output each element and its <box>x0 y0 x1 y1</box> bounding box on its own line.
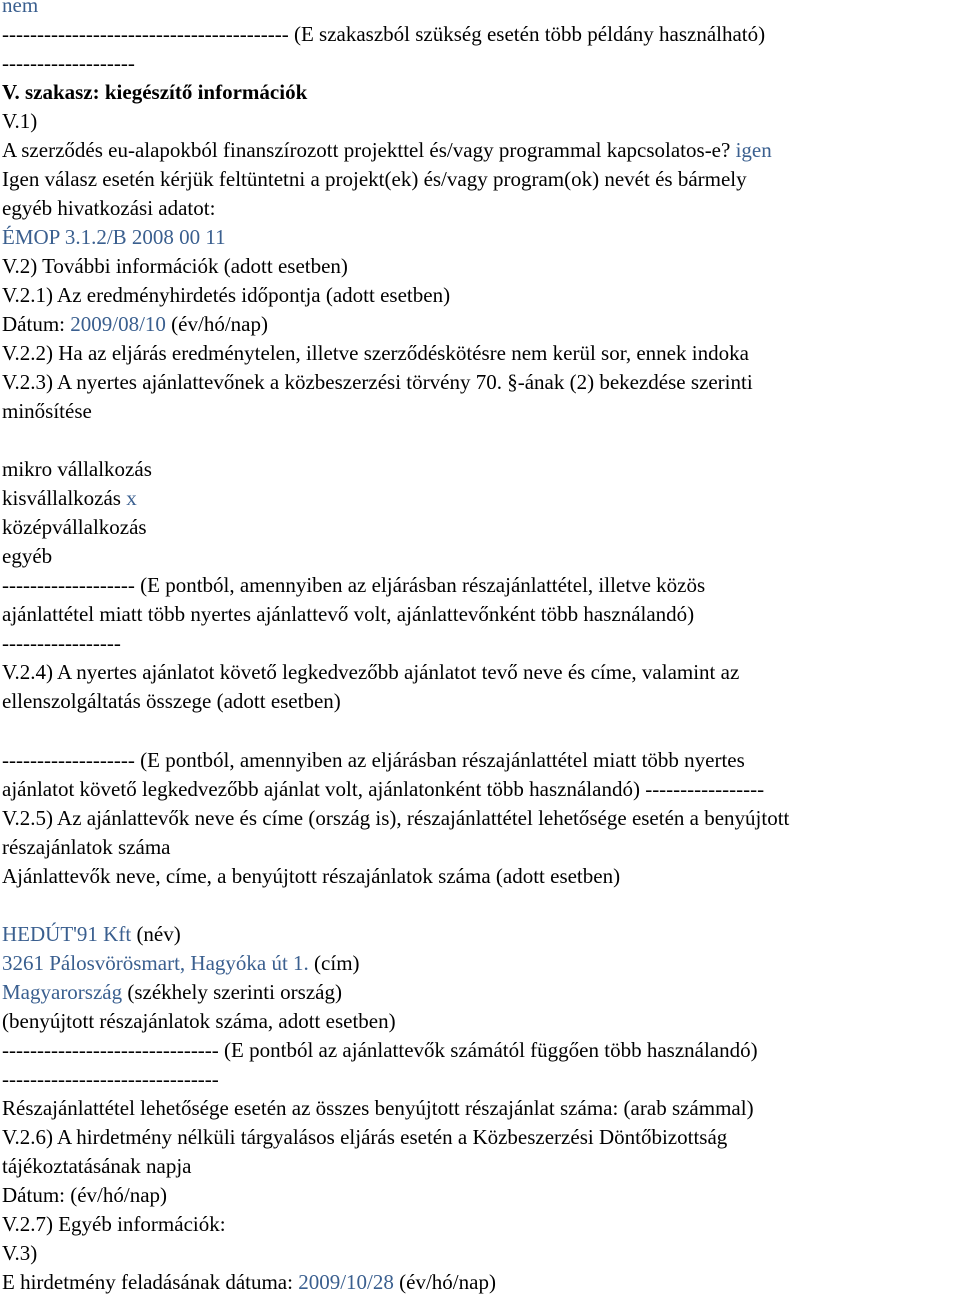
item-v22: V.2.2) Ha az eljárás eredménytelen, illetve szerződéskötésre nem kerül sor, ennek indoka <box>2 341 749 365</box>
text-line: Ajánlattevők neve, címe, a benyújtott részajánlatok száma (adott esetben) <box>2 864 621 888</box>
submission-date-line: E hirdetmény feladásának dátuma: 2009/10/28 (év/hó/nap) <box>2 1270 496 1294</box>
item-v27: V.2.7) Egyéb információk: <box>2 1212 226 1236</box>
option-medium: középvállalkozás <box>2 515 147 539</box>
separator: ------------------------------- <box>2 1067 219 1091</box>
bidder-address-line: 3261 Pálosvörösmart, Hagyóka út 1. (cím) <box>2 951 360 975</box>
item-v2: V.2) További információk (adott esetben) <box>2 254 348 278</box>
eu-funds-answer: igen <box>735 138 772 162</box>
bidder-address: 3261 Pálosvörösmart, Hagyóka út 1. <box>2 951 309 975</box>
item-v25: V.2.5) Az ajánlattevők neve és címe (ország is), részajánlattétel lehetősége esetén a benyújtott <box>2 806 790 830</box>
item-v26: V.2.6) A hirdetmény nélküli tárgyalásos eljárás esetén a Közbeszerzési Döntőbizottság <box>2 1125 728 1149</box>
bidder-country-line: Magyarország (székhely szerinti ország) <box>2 980 342 1004</box>
item-v21: V.2.1) Az eredményhirdetés időpontja (adott esetben) <box>2 283 451 307</box>
option-micro: mikro vállalkozás <box>2 457 152 481</box>
text-line: Igen válasz esetén kérjük feltüntetni a projekt(ek) és/vagy program(ok) nevét és bármely <box>2 167 747 191</box>
text-line: ajánlattétel miatt több nyertes ajánlattevő volt, ajánlattevőnként több használandó) <box>2 602 695 626</box>
result-date-line: Dátum: 2009/08/10 (év/hó/nap) <box>2 312 268 336</box>
text-line: minősítése <box>2 399 92 423</box>
text-line: tájékoztatásának napja <box>2 1154 192 1178</box>
text-line: (benyújtott részajánlatok száma, adott esetben) <box>2 1009 396 1033</box>
project-reference: ÉMOP 3.1.2/B 2008 00 11 <box>2 225 226 249</box>
text-line: Dátum: (év/hó/nap) <box>2 1183 168 1207</box>
item-v24: V.2.4) A nyertes ajánlatot követő legkedvezőbb ajánlatot tevő neve és címe, valamint az <box>2 660 740 684</box>
value-nem: nem <box>2 0 39 17</box>
text-line: Részajánlattétel lehetősége esetén az összes benyújtott részajánlat száma: (arab számmal) <box>2 1096 754 1120</box>
separator-note: ----------------------------------------- (E szakaszból szükség esetén több példány használható) <box>2 22 766 46</box>
option-small: kisvállalkozás x <box>2 486 137 510</box>
result-date-value: 2009/08/10 <box>70 312 166 336</box>
item-v3: V.3) <box>2 1241 38 1265</box>
option-small-mark: x <box>126 486 137 510</box>
text-line: részajánlatok száma <box>2 835 171 859</box>
separator-note: ------------------- (E pontból, amennyiben az eljárásban részajánlattétel miatt több nyertes <box>2 748 745 772</box>
separator: ------------------- <box>2 51 135 75</box>
text-line: ellenszolgáltatás összege (adott esetben) <box>2 689 341 713</box>
submission-date-value: 2009/10/28 <box>298 1270 394 1294</box>
eu-funds-question: A szerződés eu-alapokból finanszírozott projekttel és/vagy programmal kapcsolatos-e? igen <box>2 138 772 162</box>
separator: ----------------- <box>2 631 121 655</box>
option-other: egyéb <box>2 544 53 568</box>
item-v23: V.2.3) A nyertes ajánlattevőnek a közbeszerzési törvény 70. §-ának (2) bekezdése szerinti <box>2 370 753 394</box>
item-v1: V.1) <box>2 109 38 133</box>
text-line: ajánlatot követő legkedvezőbb ajánlat volt, ajánlatonként több használandó) ----------------- <box>2 777 765 801</box>
separator-note: ------------------------------- (E pontból az ajánlattevők számától függően több használandó) <box>2 1038 758 1062</box>
bidder-country: Magyarország <box>2 980 123 1004</box>
bidder-name: HEDÚT'91 Kft <box>2 922 132 946</box>
bidder-name-line: HEDÚT'91 Kft (név) <box>2 922 181 946</box>
separator-note: ------------------- (E pontból, amennyiben az eljárásban részajánlattétel, illetve közös <box>2 573 706 597</box>
section-heading: V. szakasz: kiegészítő információk <box>2 80 308 104</box>
text-line: egyéb hivatkozási adatot: <box>2 196 216 220</box>
